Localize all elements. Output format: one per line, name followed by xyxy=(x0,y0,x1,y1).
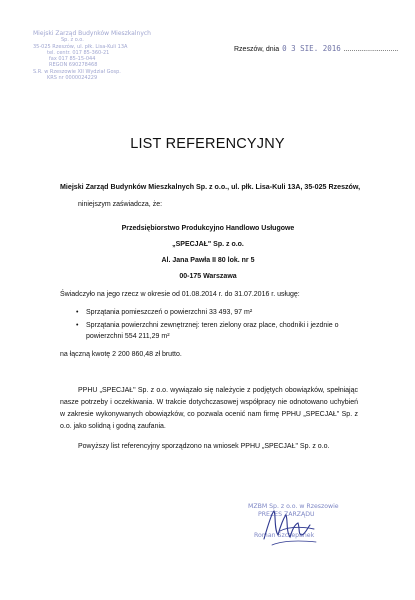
service-intro: Świadczyło na jego rzecz w okresie od 01.08.2014 r. do 31.07.2016 r. usługę: xyxy=(60,291,300,298)
stamp-line: S.R. w Rzeszowie XII Wydział Gosp. xyxy=(33,68,121,75)
closing-paragraph: Powyższy list referencyjny sporządzono na wniosek PPHU „SPECJAŁ" Sp. z o.o. xyxy=(78,443,330,450)
service-list xyxy=(76,307,366,344)
company-postal: 00-175 Warszawa xyxy=(179,273,237,280)
place-date-prefix: Rzeszów, dnia xyxy=(234,46,280,53)
bullet-icon: • xyxy=(76,321,79,329)
stamp-line: fax 017 85-15-044 xyxy=(49,56,96,63)
signature-stamp-line: MZBM Sp. z o.o. w Rzeszowie xyxy=(248,503,339,510)
document-title: LIST REFERENCYJNY xyxy=(130,136,285,152)
list-item-text: Sprzątania pomieszczeń o powierzchni 33 493, 97 m² xyxy=(86,309,253,316)
amount-text: na łączną kwotę 2 200 860,48 zł brutto. xyxy=(60,351,182,358)
stamp-line: tel. centr. 017 85-360-21 xyxy=(47,49,110,56)
stamped-date: 0 3 SIE. 2016 xyxy=(282,44,341,53)
company-name: „SPECJAŁ" Sp. z o.o. xyxy=(172,241,244,248)
list-item-text: Sprzątania powierzchni zewnętrznej: teren zielony oraz place, chodniki i jezdnie o powierzchni 554 211,29 m² xyxy=(86,321,339,340)
date-dots: ............................ xyxy=(343,46,399,53)
stamp-line: Sp. z o.o. xyxy=(61,37,84,44)
list-item xyxy=(76,320,366,343)
stamp-line: 35-025 Rzeszów, ul. płk. Lisa-Kuli 13A xyxy=(33,43,128,50)
stamp-line: Miejski Zarząd Budynków Mieszkalnych xyxy=(33,30,151,37)
place-date xyxy=(234,44,398,53)
list-item xyxy=(76,307,366,319)
assessment-paragraph: PPHU „SPECJAŁ" Sp. z o.o. wywiązało się należycie z podjętych obowiązków, spełniając nasze potrzeby i oczekiwania. W trakcie dotychczasowej współpracy nie odnotowano uchybień w zakresie wykonywanych obowiązków, co pozwala ocenić nam firmę PPHU „SPECJAŁ" Sp. z o.o. jako solidną i godną zaufania. xyxy=(60,387,358,430)
company-address: Al. Jana Pawła II 80 lok. nr 5 xyxy=(161,257,255,264)
issuer-line: Miejski Zarząd Budynków Mieszkalnych Sp. z o.o., ul. płk. Lisa-Kuli 13A, 35-025 Rzeszów, xyxy=(60,183,361,191)
company-block xyxy=(60,221,356,285)
signature-stamp-line: PREZES ZARZĄDU xyxy=(258,510,315,518)
bullet-icon: • xyxy=(76,309,79,316)
stamp-line: REGON 690278468 xyxy=(49,62,98,69)
handwritten-signature xyxy=(258,505,328,550)
intro-text: niniejszym zaświadcza, że: xyxy=(78,201,163,208)
signature-stamp-line: Roman Szczepanek xyxy=(254,532,315,539)
stamp-line: KRS nr 0000024229 xyxy=(47,75,98,82)
company-stamp xyxy=(33,31,151,81)
company-line: Przedsiębiorstwo Produkcyjno Handlowo Usługowe xyxy=(121,225,295,232)
